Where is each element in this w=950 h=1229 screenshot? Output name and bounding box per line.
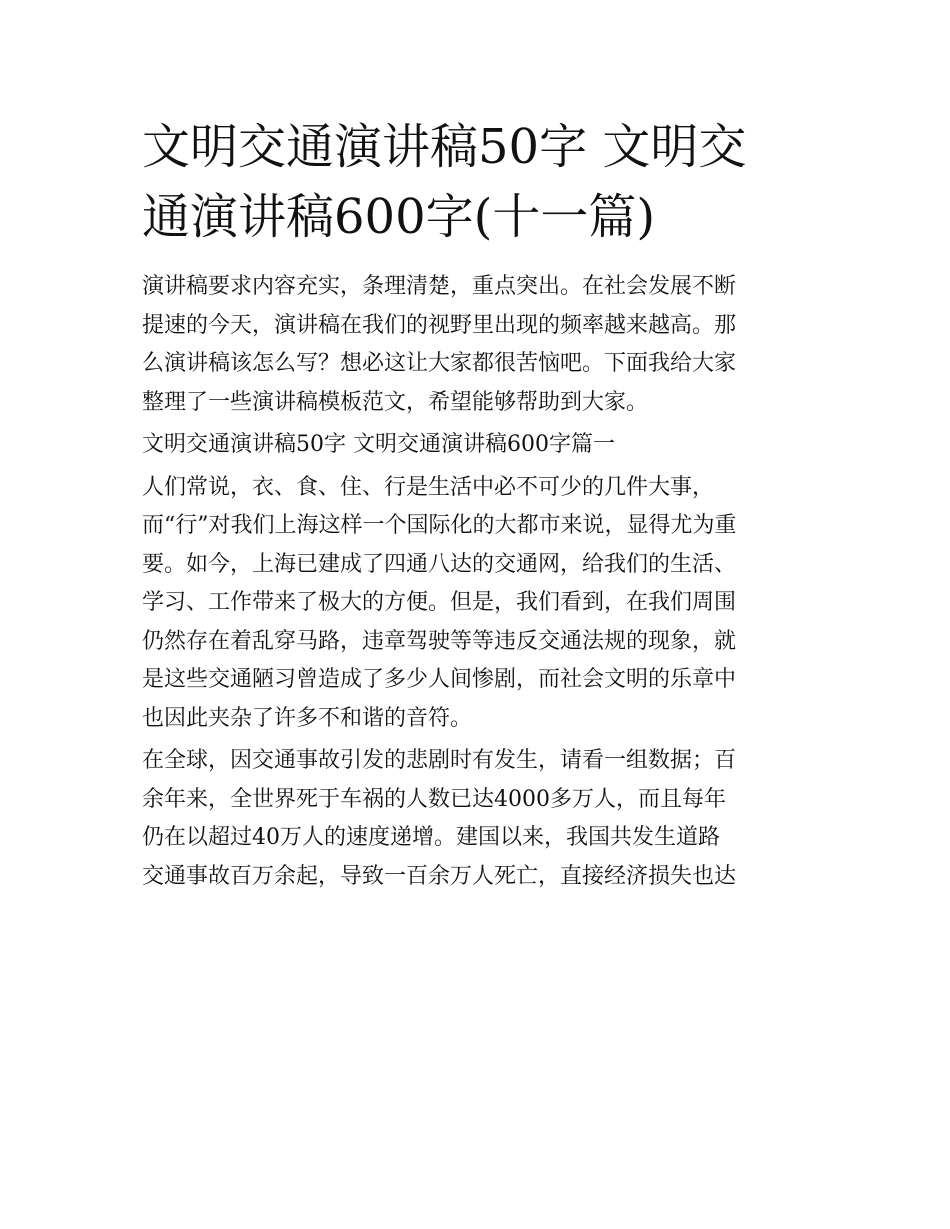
paragraph1-line-7: 也因此夹杂了许多不和谐的音符。 [142, 705, 473, 731]
intro-paragraph [142, 268, 814, 422]
paragraph1-line-4: 学习、工作带来了极大的方便。但是，我们看到，在我们周围 [142, 590, 737, 615]
title-line-2: 通演讲稿600字(十一篇) [142, 189, 656, 245]
document-page [142, 112, 814, 900]
intro-line-1: 演讲稿要求内容充实，条理清楚，重点突出。在社会发展不断 [142, 274, 737, 299]
intro-line-2: 提速的今天，演讲稿在我们的视野里出现的频率越来越高。那 [142, 312, 737, 338]
paragraph1-line-5: 仍然存在着乱穿马路，违章驾驶等等违反交通法规的现象，就 [142, 628, 737, 654]
body-paragraph-2 [142, 742, 814, 896]
paragraph2-line-1: 在全球，因交通事故引发的悲剧时有发生，请看一组数据；百 [142, 748, 737, 773]
paragraph2-line-3: 仍在以超过40万人的速度递增。建国以来，我国共发生道路 [142, 825, 720, 850]
paragraph1-line-3: 要。如今，上海已建成了四通八达的交通网，给我们的生活、 [142, 551, 737, 577]
paragraph1-line-6: 是这些交通陋习曾造成了多少人间惨剧，而社会文明的乐章中 [142, 667, 737, 692]
section-heading: 文明交通演讲稿50字 文明交通演讲稿600字篇一 [142, 432, 615, 457]
paragraph1-line-2: 而“行”对我们上海这样一个国际化的大都市来说，显得尤为重 [142, 513, 737, 538]
paragraph2-line-2: 余年来，全世界死于车祸的人数已达4000多万人，而且每年 [142, 786, 726, 812]
body-paragraph-1 [142, 469, 814, 739]
intro-line-4: 整理了一些演讲稿模板范文，希望能够帮助到大家。 [142, 389, 649, 415]
title-line-1: 文明交通演讲稿50字 文明交 [142, 119, 747, 175]
page-title [142, 112, 814, 252]
paragraph1-line-1: 人们常说，衣、食、住、行是生活中必不可少的几件大事， [142, 474, 715, 500]
intro-line-3: 么演讲稿该怎么写？想必这让大家都很苦恼吧。下面我给大家 [142, 351, 737, 376]
paragraph2-line-4: 交通事故百万余起，导致一百余万人死亡，直接经济损失也达 [142, 863, 737, 889]
